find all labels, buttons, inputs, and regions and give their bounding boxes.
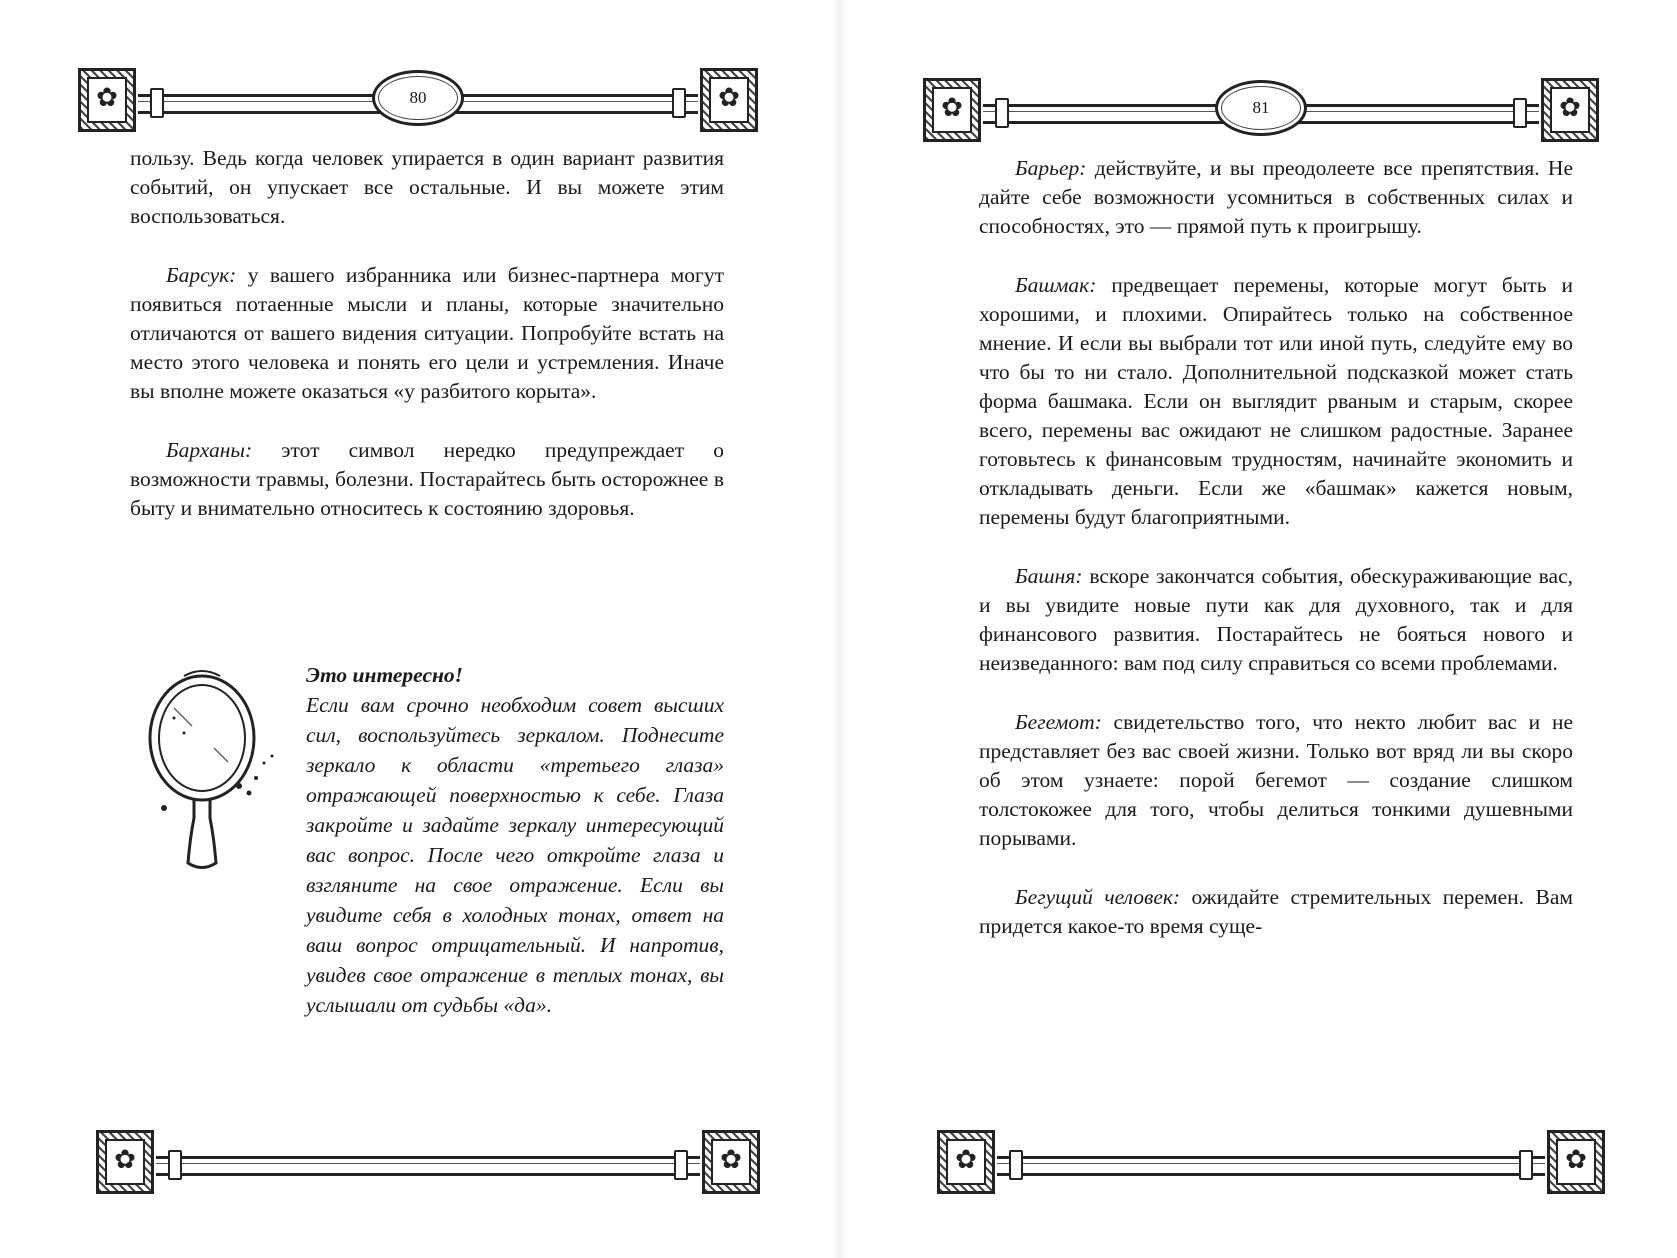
ornament-block-icon xyxy=(1547,1130,1605,1194)
hand-mirror-icon xyxy=(144,668,294,878)
page-number: 80 xyxy=(372,70,464,126)
paragraph: Барсук: у вашего избранника или бизнес-партнера могут появиться потаенные мысли и планы, которые значительно отличаются от вашего видения ситуации. Попробуйте встать на место этого человека и понять его цели и устремления. Иначе вы вполне можете оказаться «у разбитого корыта». xyxy=(130,263,724,403)
entry-term: Башня: xyxy=(1015,564,1083,588)
entry-term: Барсук: xyxy=(166,263,237,287)
entry-term: Башмак: xyxy=(1015,273,1097,297)
paragraph: Барханы: этот символ нередко предупреждает о возможности травмы, болезни. Постарайтесь быть осторожнее в быту и внимательно относитесь к состоянию здоровья. xyxy=(130,438,724,520)
left-page xyxy=(0,0,838,1258)
paragraph: Башня: вскоре закончатся события, обескураживающие вас, и вы увидите новые пути как для духовного, так и для финансового развития. Постарайтесь не бояться нового и неизведанного: вам под силу справиться со всеми проблемами. xyxy=(979,564,1573,675)
paragraph: Башмак: предвещает перемены, которые могут быть и хорошими, и плохими. Опирайтесь только на собственное мнение. И если вы выбрали тот или иной путь, следуйте ему во что бы то ни стало. Дополнительной подсказкой может стать форма башмака. Если он выглядит рваным и старым, скорее всего, перемены вас ожидают не слишком радостные. Заранее готовьтесь к финансовым трудностям, начинайте экономить и откладывать деньги. Если же «башмак» кажется новым, перемены будут благоприятными. xyxy=(979,273,1573,529)
left-page-text xyxy=(130,144,724,523)
bottom-ornament-rail xyxy=(937,1130,1605,1200)
ornament-block-icon xyxy=(96,1130,154,1194)
paragraph: Бегущий человек: ожидайте стремительных перемен. Вам придется какое-то время суще- xyxy=(979,885,1573,938)
right-page-text xyxy=(979,154,1573,941)
entry-term: Барханы: xyxy=(166,438,253,462)
top-ornament-rail xyxy=(923,78,1599,148)
entry-term: Бегемот: xyxy=(1015,710,1102,734)
right-page xyxy=(839,0,1677,1258)
info-box xyxy=(306,660,724,1020)
info-box-text: Если вам срочно необходим совет высших сил, воспользуйтесь зеркалом. Поднесите зеркало к области «третьего глаза» отражающей поверхностью к себе. Глаза закройте и задайте зеркалу интересующий вас вопрос. После чего откройте глаза и взгляните на свое отражение. Если вы увидите себя в холодных тонах, ответ на ваш вопрос отрицательный. И напротив, увидев свое отражение в теплых тонах, вы услышали от судьбы «да». xyxy=(306,693,724,1017)
info-box-title: Это интересно! xyxy=(306,663,464,687)
ornament-block-icon xyxy=(700,68,758,132)
ornament-block-icon xyxy=(702,1130,760,1194)
ornament-block-icon xyxy=(937,1130,995,1194)
paragraph: Барьер: действуйте, и вы преодолеете все препятствия. Не дайте себе возможности усомниться в собственных силах и способностях, это — прямой путь к проигрышу. xyxy=(979,156,1573,238)
entry-term: Барьер: xyxy=(1015,156,1087,180)
paragraph: Бегемот: свидетельство того, что некто любит вас и не представляет без вас своей жизни. Только вот вряд ли вы скоро об этом узнаете: порой бегемот — создание слишком толстокожее для того, чтобы делиться тонкими душевными порывами. xyxy=(979,710,1573,850)
bottom-ornament-rail xyxy=(96,1130,760,1200)
paragraph: пользу. Ведь когда человек упирается в один вариант развития событий, он упускает все остальные. И вы можете этим воспользоваться. xyxy=(130,146,724,228)
ornament-block-icon xyxy=(1541,78,1599,142)
top-ornament-rail xyxy=(78,68,758,138)
page-number: 81 xyxy=(1215,80,1307,136)
ornament-block-icon xyxy=(78,68,136,132)
ornament-block-icon xyxy=(923,78,981,142)
entry-term: Бегущий человек: xyxy=(1015,885,1181,909)
